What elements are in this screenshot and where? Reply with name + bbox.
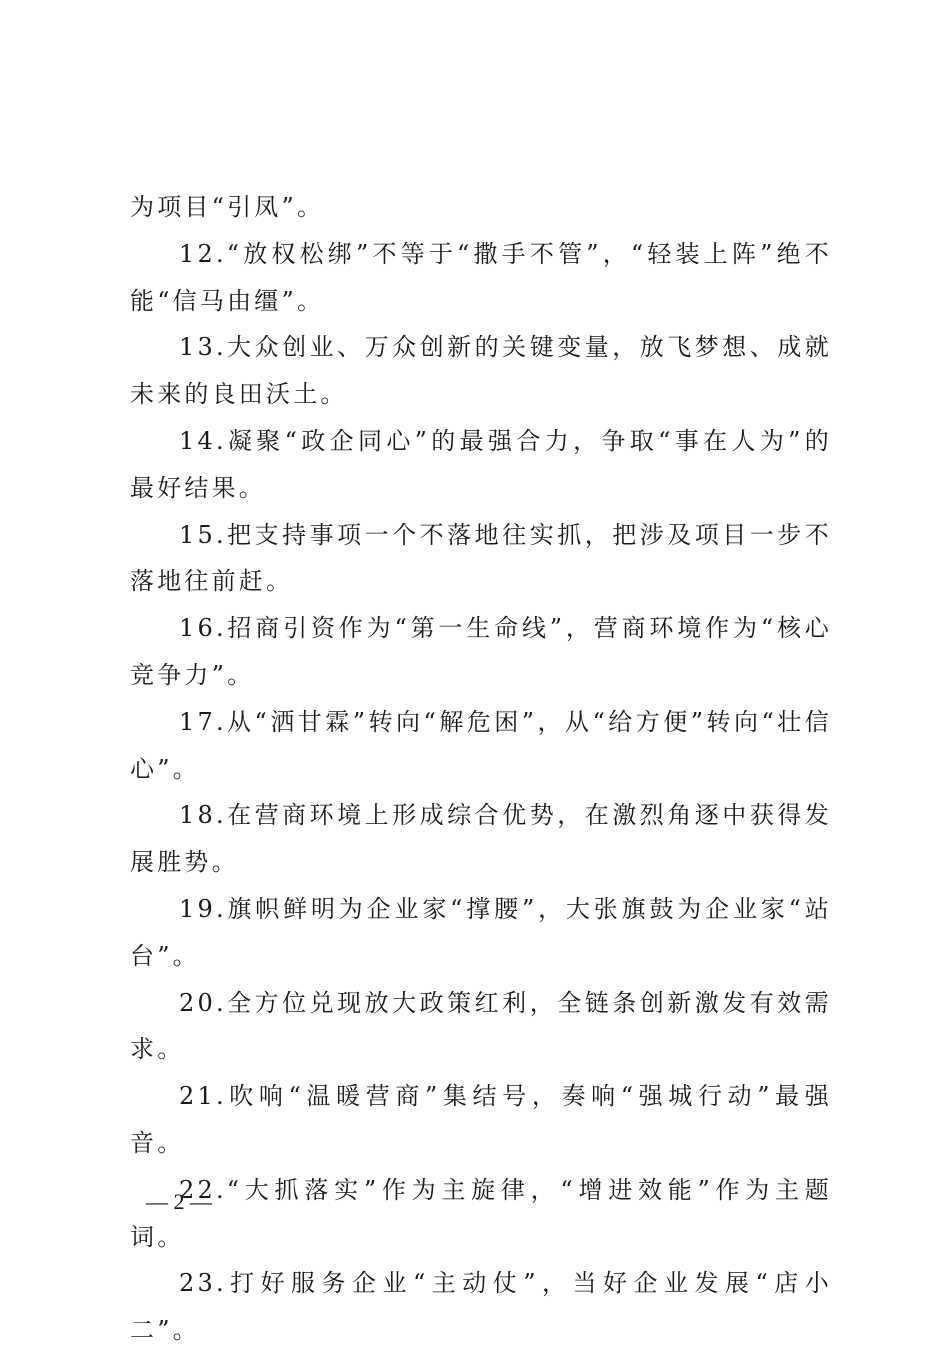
paragraph: 12.“放权松绑”不等于“撒手不管”，“轻装上阵”绝不能“信马由缰”。	[130, 239, 832, 315]
paragraph: 22.“大抓落实”作为主旋律，“增进效能”作为主题词。	[130, 1175, 832, 1251]
paragraph: 16.招商引资作为“第一生命线”，营商环境作为“核心竞争力”。	[130, 614, 832, 689]
paragraph: 17.从“洒甘霖”转向“解危困”，从“给方便”转向“壮信心”。	[130, 707, 832, 783]
body-text	[130, 184, 832, 1354]
paragraph: 21.吹响“温暖营商”集结号，奏响“强城行动”最强音。	[130, 1082, 832, 1157]
paragraph: 14.凝聚“政企同心”的最强合力，争取“事在人为”的最好结果。	[130, 426, 832, 502]
paragraph: 20.全方位兑现放大政策红利，全链条创新激发有效需求。	[130, 988, 832, 1064]
paragraph: 18.在营商环境上形成综合优势，在激烈角逐中获得发展胜势。	[130, 801, 832, 877]
paragraph: 19.旗帜鲜明为企业家“撑腰”，大张旗鼓为企业家“站台”。	[130, 894, 832, 970]
paragraph: 23.打好服务企业“主动仗”，当好企业发展“店小二”。	[130, 1269, 832, 1345]
paragraph: 13.大众创业、万众创新的关键变量，放飞梦想、成就未来的良田沃土。	[130, 333, 832, 409]
page-number: — 2 —	[146, 1189, 212, 1214]
paragraph: 为项目“引凤”。	[130, 193, 325, 221]
paragraph: 15.把支持事项一个不落地往实抓，把涉及项目一步不落地往前赶。	[130, 520, 832, 596]
